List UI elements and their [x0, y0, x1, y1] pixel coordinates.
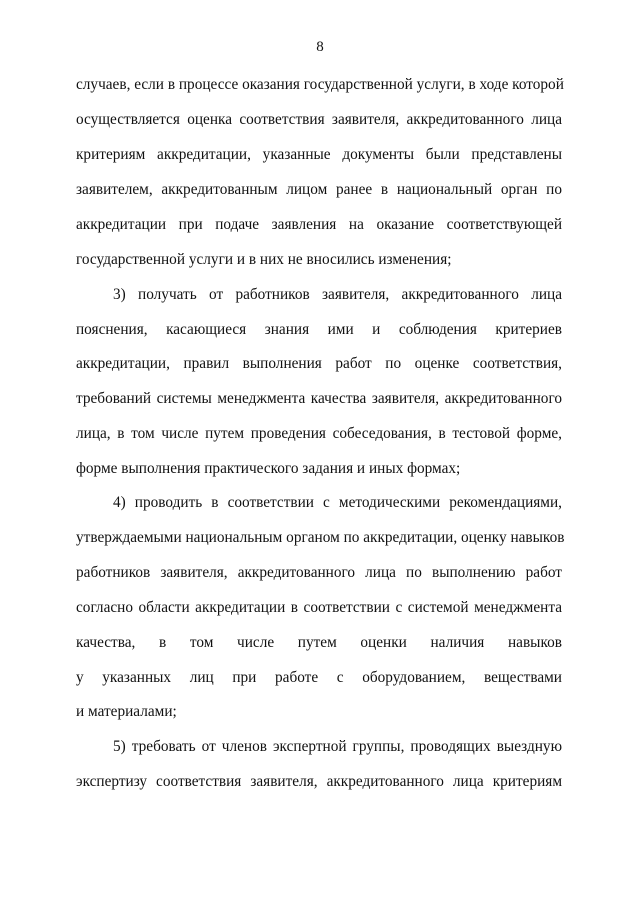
body-text-line: экспертизу соответствия заявителя, аккредитованного лица критериям [76, 773, 562, 790]
body-text-line: государственной услуги и в них не вносились изменения; [76, 251, 452, 268]
body-text-line: форме выполнения практического задания и иных формах; [76, 460, 461, 477]
body-text-line: случаев, если в процессе оказания государственной услуги, в ходе которой [76, 76, 564, 93]
body-text-line: согласно области аккредитации в соответствии с системой менеджмента [76, 599, 562, 616]
list-item-5-first-line: 5) требовать от членов экспертной группы, проводящих выездную [113, 738, 562, 755]
body-text-line: лица, в том числе путем проведения собеседования, в тестовой форме, [76, 425, 562, 442]
body-text-line: аккредитации при подаче заявления на оказание соответствующей [76, 216, 562, 233]
body-text-line: критериям аккредитации, указанные документы были представлены [76, 146, 562, 163]
body-text-line: осуществляется оценка соответствия заявителя, аккредитованного лица [76, 111, 562, 128]
body-text-line: работников заявителя, аккредитованного лица по выполнению работ [76, 564, 562, 581]
body-text-line: и материалами; [76, 703, 177, 720]
list-item-4-first-line: 4) проводить в соответствии с методическими рекомендациями, [113, 494, 562, 511]
body-text-line: заявителем, аккредитованным лицом ранее в национальный орган по [76, 181, 562, 198]
body-text-line: качества, в том числе путем оценки наличия навыков [76, 634, 562, 651]
page-number: 8 [316, 39, 324, 55]
list-item-3-first-line: 3) получать от работников заявителя, аккредитованного лица [113, 286, 562, 303]
body-text-line: пояснения, касающиеся знания ими и соблюдения критериев [76, 321, 562, 338]
body-text-line: аккредитации, правил выполнения работ по оценке соответствия, [76, 355, 562, 372]
body-text-line: у указанных лиц при работе с оборудованием, веществами [76, 669, 562, 686]
body-text-line: утверждаемыми национальным органом по аккредитации, оценку навыков [76, 529, 565, 546]
body-text-line: требований системы менеджмента качества заявителя, аккредитованного [76, 390, 562, 407]
